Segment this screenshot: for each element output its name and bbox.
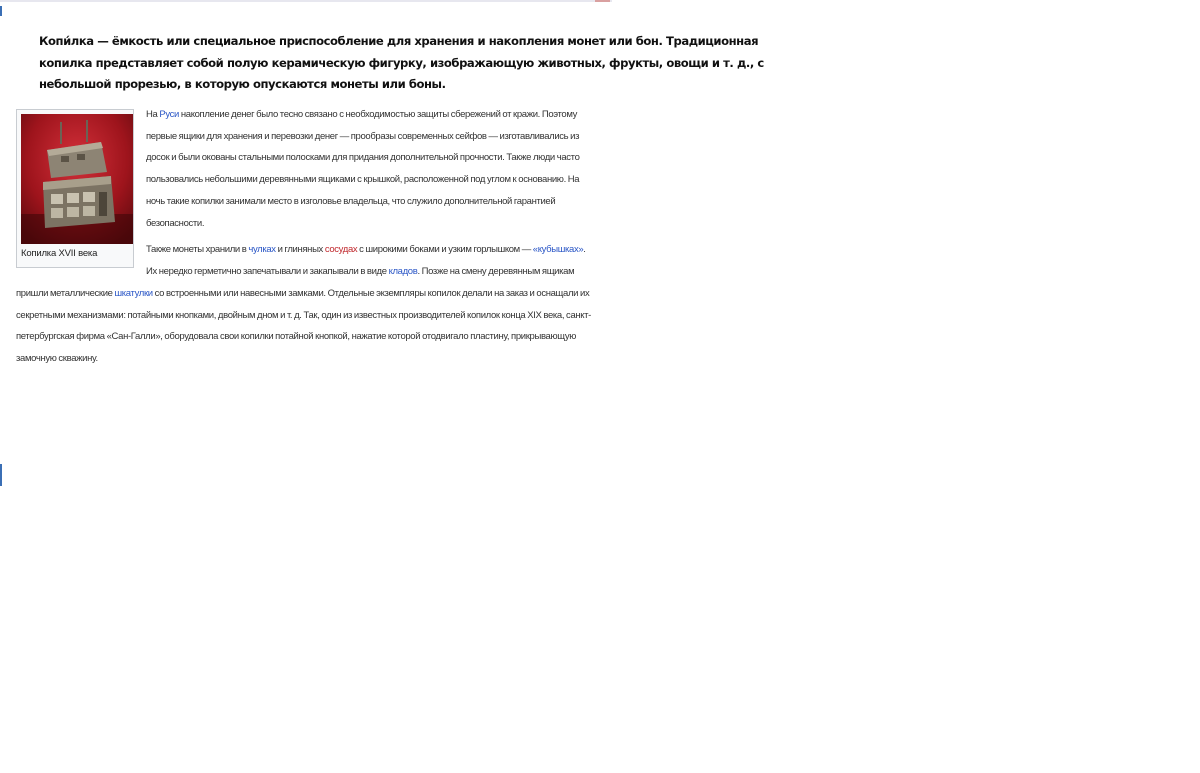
text-fragment: со встроенными или навесными замками. Отдельные экземпляры копилок делали на заказ и оснащали их bbox=[152, 288, 590, 299]
text-line: замочную скважину. bbox=[16, 353, 98, 365]
link-kubyshki[interactable]: «кубышках» bbox=[532, 244, 584, 255]
article bbox=[0, 0, 764, 400]
link-rusi[interactable]: Руси bbox=[159, 109, 179, 120]
text-fragment: Также монеты хранили в bbox=[146, 244, 249, 255]
text-fragment: пришли металлические bbox=[16, 288, 115, 299]
text-line: петербургская фирма «Сан-Галли», оборудовала свои копилки потайной кнопкой, нажатие которой отодвигало пластину, прикрывающую bbox=[16, 331, 576, 343]
figure-caption: Копилка XVII века bbox=[21, 248, 98, 259]
lead-paragraph bbox=[39, 31, 764, 96]
paragraph-2-top bbox=[146, 239, 596, 282]
link-shkatulki[interactable]: шкатулки bbox=[114, 288, 153, 299]
text-fragment: . Позже на смену деревянным ящикам bbox=[417, 265, 575, 277]
link-chulki[interactable]: чулках bbox=[248, 244, 276, 255]
link-klady[interactable]: кладов bbox=[388, 265, 418, 277]
text-line: безопасности. bbox=[146, 217, 205, 229]
left-edge-marker bbox=[0, 464, 2, 486]
text-line: досок и были окованы стальными полосками для придания дополнительной прочности. Также люди часто bbox=[146, 152, 580, 164]
money-box-image[interactable] bbox=[21, 114, 133, 244]
lead-line: Копи́лка — ёмкость или специальное приспособление для хранения и накопления монет или бон. Традиционная bbox=[39, 34, 759, 48]
lead-line: небольшой прорезью, в которую опускаются монеты или боны. bbox=[39, 77, 446, 91]
text-line: ночь такие копилки занимали место в изголовье владельца, что служило дополнительной гарантией bbox=[146, 195, 556, 207]
text-fragment: и глиняных bbox=[275, 244, 325, 255]
text-line: секретными механизмами: потайными кнопками, двойным дном и т. д. Так, один из известных производителей копилок конца XIX века, санкт- bbox=[16, 309, 592, 321]
text-line: пользовались небольшими деревянными ящиками с крышкой, расположенной под углом к основанию. На bbox=[146, 174, 580, 186]
link-sosudy[interactable]: сосудах bbox=[324, 244, 358, 255]
thumbnail-figure bbox=[16, 109, 134, 268]
text-line: первые ящики для хранения и перевозки денег — прообразы современных сейфов — изготавливались из bbox=[146, 130, 580, 142]
text-line bbox=[16, 283, 598, 305]
paragraph-2-rest bbox=[16, 283, 598, 370]
text-fragment: с широкими боками и узким горлышком — bbox=[357, 244, 533, 255]
text-fragment: Их нередко герметично запечатывали и закапывали в виде bbox=[146, 265, 389, 277]
paragraph-1 bbox=[146, 104, 596, 234]
text-fragment: На bbox=[146, 109, 160, 120]
text-line bbox=[146, 261, 596, 283]
text-fragment: . bbox=[583, 244, 586, 255]
text-line bbox=[146, 104, 596, 126]
text-line bbox=[146, 239, 596, 261]
money-box-photo-icon bbox=[21, 114, 133, 244]
lead-line: копилка представляет собой полую керамическую фигурку, изображающую животных, фрукты, овощи и т. д., с bbox=[39, 55, 764, 70]
text-fragment: накопление денег было тесно связано с необходимостью защиты сбережений от кражи. Поэтому bbox=[178, 109, 578, 120]
